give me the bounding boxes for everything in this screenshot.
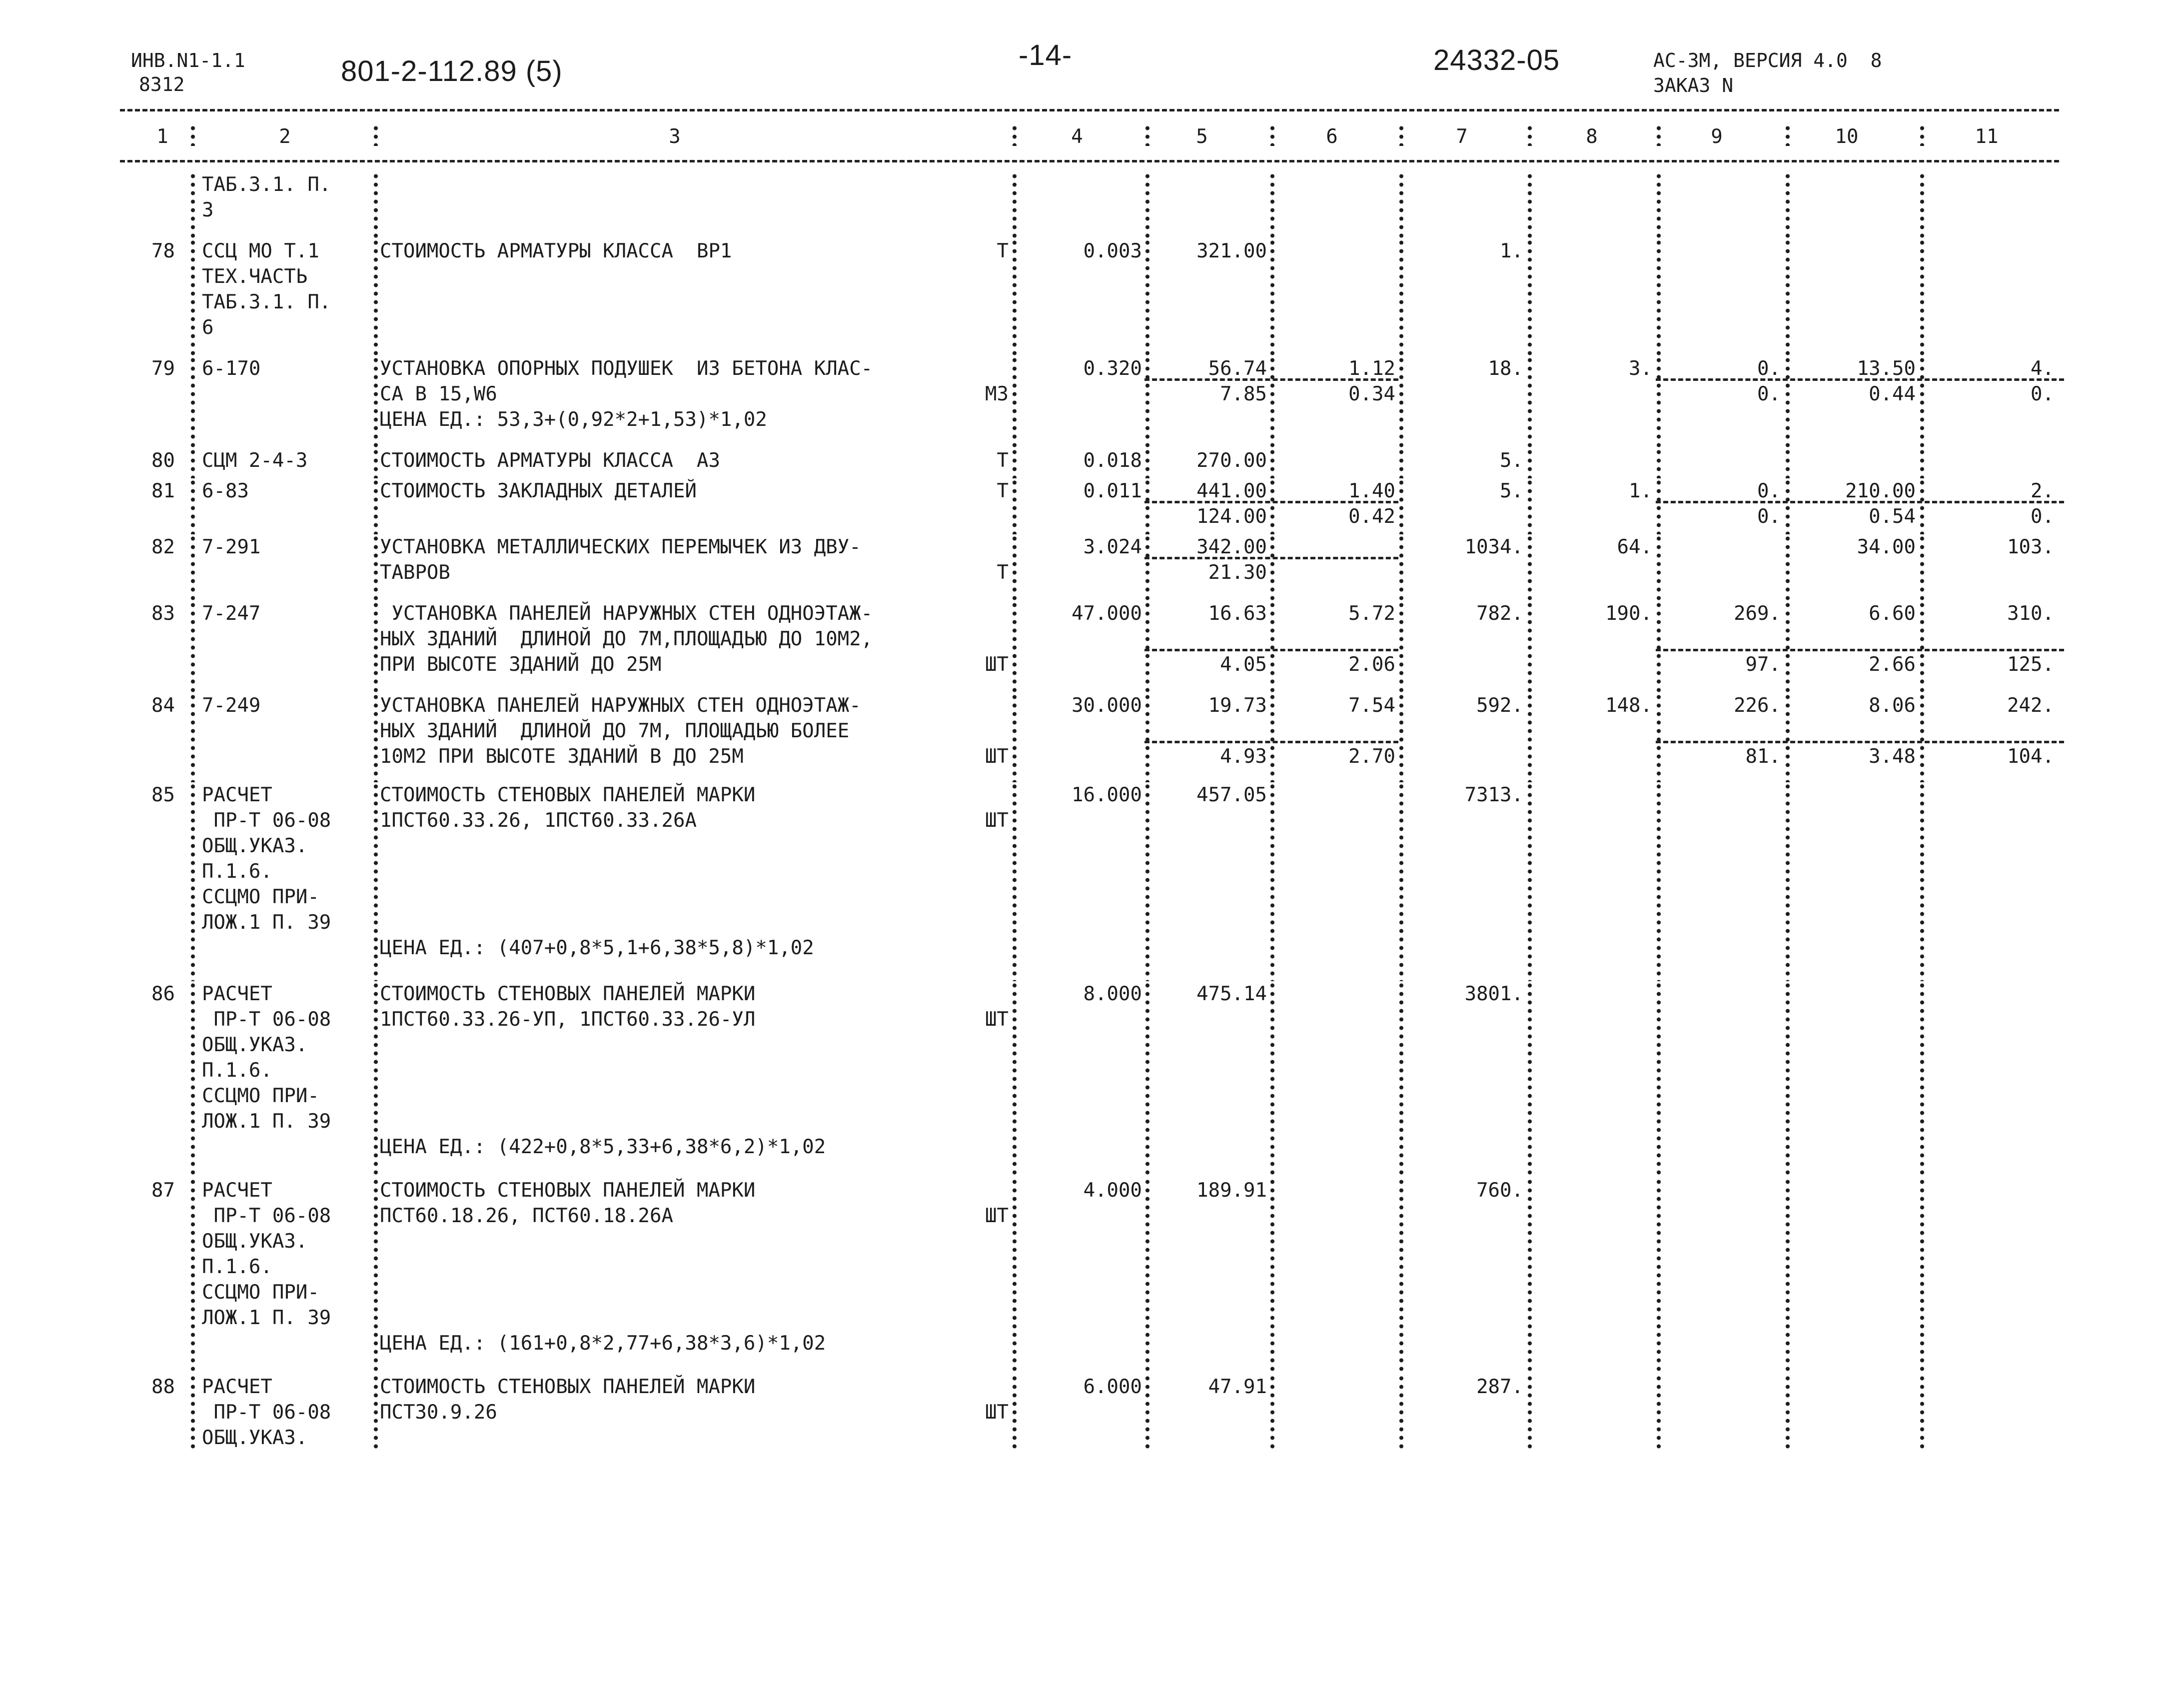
value-c8: 148. xyxy=(1605,694,1652,717)
column-separator xyxy=(1919,601,1925,693)
value-c4: 30.000 xyxy=(1072,694,1142,717)
column-separator xyxy=(373,478,379,534)
column-separator xyxy=(1919,172,1925,238)
column-separator xyxy=(1398,172,1404,238)
value-c9: 0. xyxy=(1757,357,1781,380)
column-separator xyxy=(1144,124,1150,146)
sub-value-c5: 4.93 xyxy=(1220,745,1267,768)
column-separator xyxy=(1398,356,1404,448)
column-separator xyxy=(1269,124,1275,146)
value-c7: 1. xyxy=(1500,240,1523,262)
value-c4: 0.011 xyxy=(1083,480,1142,502)
unit-label: Т xyxy=(997,480,1009,502)
reference-line: ОБЩ.УКАЗ. xyxy=(202,1427,308,1449)
column-separator xyxy=(1398,601,1404,693)
value-c5: 270.00 xyxy=(1196,449,1267,472)
work-description-line: УСТАНОВКА ПАНЕЛЕЙ НАРУЖНЫХ СТЕН ОДНОЭТАЖ- xyxy=(380,602,873,625)
sub-value-c11: 125. xyxy=(2007,653,2054,676)
column-separator xyxy=(1656,534,1662,601)
unit-label: М3 xyxy=(985,383,1009,405)
column-separator xyxy=(1398,478,1404,534)
reference-line: РАСЧЕТ xyxy=(202,1376,272,1398)
column-separator xyxy=(1785,124,1791,146)
column-separator xyxy=(1012,238,1018,356)
reference-line: ССЦМО ПРИ- xyxy=(202,1085,319,1107)
work-description-line: НЫХ ЗДАНИЙ ДЛИНОЙ ДО 7М,ПЛОЩАДЬЮ ДО 10М2, xyxy=(380,628,873,650)
unit-price-formula xyxy=(0,407,2184,432)
column-separator xyxy=(1919,238,1925,356)
column-number: 11 xyxy=(1975,125,1999,148)
column-separator xyxy=(1398,124,1404,146)
subtotal-rule xyxy=(1144,378,1398,381)
unit-price-formula xyxy=(0,1134,2184,1160)
work-description-line: 1ПСТ60.33.26-УП, 1ПСТ60.33.26-УЛ xyxy=(380,1008,756,1031)
column-number: 8 xyxy=(1586,125,1598,148)
row-number: 78 xyxy=(151,240,175,262)
reference-line: ССЦМО ПРИ- xyxy=(202,1281,319,1304)
work-description-line: СТОИМОСТЬ ЗАКЛАДНЫХ ДЕТАЛЕЙ xyxy=(380,480,697,502)
column-number: 5 xyxy=(1196,125,1208,148)
work-description-line: СТОИМОСТЬ АРМАТУРЫ КЛАССА ВР1 xyxy=(380,240,732,262)
value-c11: 103. xyxy=(2007,536,2054,558)
value-c4: 8.000 xyxy=(1083,983,1142,1005)
column-separator xyxy=(1012,172,1018,238)
column-separator xyxy=(190,534,196,601)
value-c11: 4. xyxy=(2031,357,2054,380)
value-c7: 3801. xyxy=(1464,983,1523,1005)
value-c11: 242. xyxy=(2007,694,2054,717)
reference-line: ПР-Т 06-08 xyxy=(202,1205,331,1227)
unit-price-text: ЦЕНА ЕД.: (422+0,8*5,33+6,38*6,2)*1,02 xyxy=(380,1136,826,1158)
column-separator xyxy=(1527,478,1533,534)
table-row xyxy=(0,356,2184,407)
subtotal-rule xyxy=(1144,501,1398,503)
column-separator xyxy=(1527,172,1533,238)
value-c7: 287. xyxy=(1476,1376,1523,1398)
column-separator xyxy=(373,534,379,601)
reference-line: ЛОЖ.1 П. 39 xyxy=(202,1110,331,1133)
column-separator xyxy=(1527,534,1533,601)
unit-label: ШТ xyxy=(985,809,1009,832)
column-separator xyxy=(1012,124,1018,146)
column-separator xyxy=(1656,172,1662,238)
work-description-line: СТОИМОСТЬ СТЕНОВЫХ ПАНЕЛЕЙ МАРКИ xyxy=(380,784,756,806)
sub-value-c5: 124.00 xyxy=(1196,505,1267,528)
column-separator xyxy=(373,448,379,478)
column-separator xyxy=(1269,172,1275,238)
column-separator xyxy=(1398,1374,1404,1451)
row-number: 86 xyxy=(151,983,175,1005)
column-separator xyxy=(1785,172,1791,238)
header-rule xyxy=(120,160,2059,162)
work-description-line: ТАВРОВ xyxy=(380,561,450,584)
column-separator xyxy=(1012,534,1018,601)
column-separator xyxy=(1012,601,1018,693)
value-c10: 8.06 xyxy=(1869,694,1916,717)
value-c7: 782. xyxy=(1476,602,1523,625)
value-c10: 6.60 xyxy=(1869,602,1916,625)
reference-line: ССЦМО ПРИ- xyxy=(202,886,319,908)
value-c4: 4.000 xyxy=(1083,1179,1142,1202)
subtotal-rule xyxy=(1144,557,1398,559)
order-number: ЗАКАЗ N xyxy=(1653,74,1734,96)
table-row xyxy=(0,601,2184,677)
value-c6: 5.72 xyxy=(1348,602,1395,625)
column-number: 6 xyxy=(1326,125,1338,148)
column-separator xyxy=(1269,1374,1275,1451)
column-separator xyxy=(1919,356,1925,448)
row-number: 80 xyxy=(151,449,175,472)
inventory-number: ИНВ.N1-1.1 xyxy=(131,49,245,71)
row-number: 81 xyxy=(151,480,175,502)
column-separator xyxy=(1527,601,1533,693)
value-c10: 13.50 xyxy=(1857,357,1916,380)
work-description-line: 10М2 ПРИ ВЫСОТЕ ЗДАНИЙ В ДО 25М xyxy=(380,745,744,768)
column-separator xyxy=(1398,448,1404,478)
column-separator xyxy=(1527,693,1533,782)
column-separator xyxy=(1398,534,1404,601)
column-separator xyxy=(1269,534,1275,601)
column-separator xyxy=(1527,238,1533,356)
reference-line: СЦМ 2-4-3 xyxy=(202,449,308,472)
subtotal-rule xyxy=(1656,649,2064,651)
sub-value-c5: 21.30 xyxy=(1208,561,1267,584)
column-separator xyxy=(1656,478,1662,534)
value-c10: 34.00 xyxy=(1857,536,1916,558)
reference-line: ОБЩ.УКАЗ. xyxy=(202,1230,308,1253)
value-c9: 226. xyxy=(1734,694,1781,717)
value-c6: 7.54 xyxy=(1348,694,1395,717)
column-separator xyxy=(1012,448,1018,478)
sub-value-c9: 81. xyxy=(1745,745,1781,768)
unit-label: Т xyxy=(997,240,1009,262)
inventory-code: 8312 xyxy=(139,73,185,95)
work-description-line: ПРИ ВЫСОТЕ ЗДАНИЙ ДО 25М xyxy=(380,653,662,676)
reference-line: РАСЧЕТ xyxy=(202,784,272,806)
column-separator xyxy=(373,1374,379,1451)
value-c7: 7313. xyxy=(1464,784,1523,806)
value-c4: 3.024 xyxy=(1083,536,1142,558)
value-c8: 64. xyxy=(1617,536,1652,558)
column-separator xyxy=(1919,693,1925,782)
value-c5: 56.74 xyxy=(1208,357,1267,380)
reference-line: П.1.6. xyxy=(202,1256,272,1278)
sub-value-c9: 97. xyxy=(1745,653,1781,676)
program-version: АС-3М, ВЕРСИЯ 4.0 8 xyxy=(1653,49,1882,71)
value-c9: 0. xyxy=(1757,480,1781,502)
work-description-line: СТОИМОСТЬ СТЕНОВЫХ ПАНЕЛЕЙ МАРКИ xyxy=(380,1376,756,1398)
work-description-line: ПСТ30.9.26 xyxy=(380,1401,497,1424)
reference-line: П.1.6. xyxy=(202,1059,272,1082)
column-separator xyxy=(1527,356,1533,448)
column-separator xyxy=(1527,1374,1533,1451)
column-separator xyxy=(1269,448,1275,478)
value-c8: 1. xyxy=(1629,480,1652,502)
column-separator xyxy=(1919,124,1925,146)
unit-label: Т xyxy=(997,449,1009,472)
unit-label: ШТ xyxy=(985,1401,1009,1424)
value-c5: 342.00 xyxy=(1196,536,1267,558)
column-separator xyxy=(190,1374,196,1451)
work-description-line: УСТАНОВКА ПАНЕЛЕЙ НАРУЖНЫХ СТЕН ОДНОЭТАЖ- xyxy=(380,694,861,717)
subtotal-rule xyxy=(1144,741,1398,743)
reference-line: 6 xyxy=(202,316,214,339)
value-c6: 1.12 xyxy=(1348,357,1395,380)
column-separator xyxy=(1012,356,1018,448)
table-row xyxy=(0,478,2184,529)
unit-label: Т xyxy=(997,561,1009,584)
value-c5: 47.91 xyxy=(1208,1376,1267,1398)
column-separator xyxy=(1919,1374,1925,1451)
table-row xyxy=(0,782,2184,935)
column-separator xyxy=(1785,601,1791,693)
reference-line: 6-83 xyxy=(202,480,249,502)
unit-price-formula xyxy=(0,935,2184,961)
subtotal-rule xyxy=(1656,501,2064,503)
column-separator xyxy=(1269,601,1275,693)
sub-value-c6: 2.06 xyxy=(1348,653,1395,676)
column-separator xyxy=(1656,693,1662,782)
value-c7: 5. xyxy=(1500,480,1523,502)
reference-line: РАСЧЕТ xyxy=(202,983,272,1005)
column-separator xyxy=(1012,1374,1018,1451)
value-c5: 321.00 xyxy=(1196,240,1267,262)
unit-price-text: ЦЕНА ЕД.: (407+0,8*5,1+6,38*5,8)*1,02 xyxy=(380,937,814,959)
column-separator xyxy=(190,238,196,356)
reference-line: ОБЩ.УКАЗ. xyxy=(202,1034,308,1056)
column-separator xyxy=(1656,238,1662,356)
subtotal-rule xyxy=(1656,378,2064,381)
sub-value-c10: 0.44 xyxy=(1869,383,1916,405)
value-c5: 16.63 xyxy=(1208,602,1267,625)
column-number: 7 xyxy=(1456,125,1468,148)
column-separator xyxy=(1012,693,1018,782)
table-row xyxy=(0,534,2184,585)
column-separator xyxy=(1144,172,1150,238)
sub-value-c5: 7.85 xyxy=(1220,383,1267,405)
column-separator xyxy=(1527,448,1533,478)
column-separator xyxy=(190,356,196,448)
column-number: 9 xyxy=(1711,125,1723,148)
column-separator xyxy=(1398,238,1404,356)
reference-line: 7-249 xyxy=(202,694,261,717)
column-separator xyxy=(1656,356,1662,448)
subtotal-rule xyxy=(1144,649,1398,651)
column-separator xyxy=(190,478,196,534)
sub-value-c11: 104. xyxy=(2007,745,2054,768)
subtotal-rule xyxy=(1656,741,2064,743)
column-separator xyxy=(1656,124,1662,146)
column-separator xyxy=(190,172,196,238)
column-number: 1 xyxy=(156,125,168,148)
reference-line: П.1.6. xyxy=(202,860,272,883)
column-number: 2 xyxy=(279,125,291,148)
column-separator xyxy=(373,238,379,356)
table-row xyxy=(0,238,2184,340)
sub-value-c9: 0. xyxy=(1757,383,1781,405)
column-separator xyxy=(190,448,196,478)
column-separator xyxy=(1919,448,1925,478)
project-code: 801-2-112.89 (5) xyxy=(341,55,563,87)
column-number-row xyxy=(0,124,2184,152)
value-c4: 0.003 xyxy=(1083,240,1142,262)
row-number: 87 xyxy=(151,1179,175,1202)
column-separator xyxy=(1785,356,1791,448)
row-number: 85 xyxy=(151,784,175,806)
unit-label: ШТ xyxy=(985,1205,1009,1227)
column-separator xyxy=(190,693,196,782)
reference-line: ТАБ.3.1. П. xyxy=(202,173,331,196)
column-separator xyxy=(373,693,379,782)
column-number: 3 xyxy=(669,125,681,148)
reference-line: ПР-Т 06-08 xyxy=(202,1008,331,1031)
sub-value-c6: 0.42 xyxy=(1348,505,1395,528)
document-number: 24332-05 xyxy=(1433,44,1560,76)
column-separator xyxy=(1398,693,1404,782)
sub-value-c9: 0. xyxy=(1757,505,1781,528)
value-c5: 19.73 xyxy=(1208,694,1267,717)
unit-price-text: ЦЕНА ЕД.: (161+0,8*2,77+6,38*3,6)*1,02 xyxy=(380,1332,826,1355)
value-c8: 3. xyxy=(1629,357,1652,380)
row-number: 82 xyxy=(151,536,175,558)
reference-line: ТЕХ.ЧАСТЬ xyxy=(202,265,308,288)
row-number: 88 xyxy=(151,1376,175,1398)
value-c9: 269. xyxy=(1734,602,1781,625)
value-c7: 18. xyxy=(1488,357,1523,380)
sub-value-c10: 3.48 xyxy=(1869,745,1916,768)
unit-price-formula xyxy=(0,1331,2184,1356)
row-number: 83 xyxy=(151,602,175,625)
column-separator xyxy=(1785,1374,1791,1451)
value-c5: 441.00 xyxy=(1196,480,1267,502)
unit-price-text: ЦЕНА ЕД.: 53,3+(0,92*2+1,53)*1,02 xyxy=(380,408,767,431)
value-c5: 189.91 xyxy=(1196,1179,1267,1202)
reference-line: ССЦ МО Т.1 xyxy=(202,240,319,262)
column-separator xyxy=(1785,534,1791,601)
work-description-line: СА В 15,W6 xyxy=(380,383,497,405)
value-c5: 475.14 xyxy=(1196,983,1267,1005)
unit-label: ШТ xyxy=(985,1008,1009,1031)
table-row xyxy=(0,448,2184,473)
column-separator xyxy=(1785,448,1791,478)
work-description-line: 1ПСТ60.33.26, 1ПСТ60.33.26А xyxy=(380,809,697,832)
work-description-line: ПСТ60.18.26, ПСТ60.18.26А xyxy=(380,1205,673,1227)
column-separator xyxy=(373,601,379,693)
reference-line: ТАБ.3.1. П. xyxy=(202,291,331,313)
sub-value-c11: 0. xyxy=(2031,505,2054,528)
table-row xyxy=(0,172,2184,223)
column-separator xyxy=(1012,478,1018,534)
value-c11: 2. xyxy=(2031,480,2054,502)
column-separator xyxy=(190,124,196,146)
value-c4: 0.320 xyxy=(1083,357,1142,380)
work-description-line: УСТАНОВКА МЕТАЛЛИЧЕСКИХ ПЕРЕМЫЧЕК ИЗ ДВУ- xyxy=(380,536,861,558)
column-separator xyxy=(1785,478,1791,534)
column-separator xyxy=(1656,448,1662,478)
table-row xyxy=(0,693,2184,769)
top-rule xyxy=(120,109,2059,111)
sub-value-c11: 0. xyxy=(2031,383,2054,405)
reference-line: ЛОЖ.1 П. 39 xyxy=(202,1307,331,1329)
page-number: -14- xyxy=(1019,39,1073,71)
value-c4: 0.018 xyxy=(1083,449,1142,472)
value-c4: 16.000 xyxy=(1072,784,1142,806)
value-c4: 6.000 xyxy=(1083,1376,1142,1398)
sub-value-c5: 4.05 xyxy=(1220,653,1267,676)
column-separator xyxy=(1269,478,1275,534)
work-description-line: УСТАНОВКА ОПОРНЫХ ПОДУШЕК ИЗ БЕТОНА КЛАС- xyxy=(380,357,873,380)
column-separator xyxy=(1919,534,1925,601)
value-c7: 5. xyxy=(1500,449,1523,472)
work-description-line: СТОИМОСТЬ СТЕНОВЫХ ПАНЕЛЕЙ МАРКИ xyxy=(380,983,756,1005)
column-separator xyxy=(190,601,196,693)
column-number: 4 xyxy=(1071,125,1083,148)
value-c7: 760. xyxy=(1476,1179,1523,1202)
column-separator xyxy=(1785,238,1791,356)
column-separator xyxy=(373,356,379,448)
reference-line: ОБЩ.УКАЗ. xyxy=(202,835,308,857)
value-c4: 47.000 xyxy=(1072,602,1142,625)
column-separator xyxy=(1269,356,1275,448)
reference-line: ПР-Т 06-08 xyxy=(202,1401,331,1424)
work-description-line: НЫХ ЗДАНИЙ ДЛИНОЙ ДО 7М, ПЛОЩАДЬЮ БОЛЕЕ xyxy=(380,720,850,742)
reference-line: 7-291 xyxy=(202,536,261,558)
column-separator xyxy=(1656,601,1662,693)
column-separator xyxy=(1656,1374,1662,1451)
column-separator xyxy=(1785,693,1791,782)
value-c5: 457.05 xyxy=(1196,784,1267,806)
reference-line: ЛОЖ.1 П. 39 xyxy=(202,911,331,934)
column-separator xyxy=(373,124,379,146)
row-number: 79 xyxy=(151,357,175,380)
column-separator xyxy=(1527,124,1533,146)
value-c6: 1.40 xyxy=(1348,480,1395,502)
column-separator xyxy=(373,172,379,238)
reference-line: 7-247 xyxy=(202,602,261,625)
reference-line: 6-170 xyxy=(202,357,261,380)
unit-label: ШТ xyxy=(985,653,1009,676)
column-separator xyxy=(1269,693,1275,782)
value-c10: 210.00 xyxy=(1845,480,1916,502)
sub-value-c6: 2.70 xyxy=(1348,745,1395,768)
reference-line: ПР-Т 06-08 xyxy=(202,809,331,832)
table-row xyxy=(0,981,2184,1134)
sub-value-c6: 0.34 xyxy=(1348,383,1395,405)
value-c8: 190. xyxy=(1605,602,1652,625)
unit-label: ШТ xyxy=(985,745,1009,768)
table-row xyxy=(0,1178,2184,1331)
work-description-line: СТОИМОСТЬ СТЕНОВЫХ ПАНЕЛЕЙ МАРКИ xyxy=(380,1179,756,1202)
column-separator xyxy=(1269,238,1275,356)
sub-value-c10: 2.66 xyxy=(1869,653,1916,676)
value-c7: 1034. xyxy=(1464,536,1523,558)
reference-line: 3 xyxy=(202,199,214,221)
table-row xyxy=(0,1374,2184,1451)
sub-value-c10: 0.54 xyxy=(1869,505,1916,528)
reference-line: РАСЧЕТ xyxy=(202,1179,272,1202)
value-c7: 592. xyxy=(1476,694,1523,717)
column-separator xyxy=(1919,478,1925,534)
work-description-line: СТОИМОСТЬ АРМАТУРЫ КЛАССА А3 xyxy=(380,449,720,472)
value-c11: 310. xyxy=(2007,602,2054,625)
row-number: 84 xyxy=(151,694,175,717)
column-number: 10 xyxy=(1835,125,1859,148)
